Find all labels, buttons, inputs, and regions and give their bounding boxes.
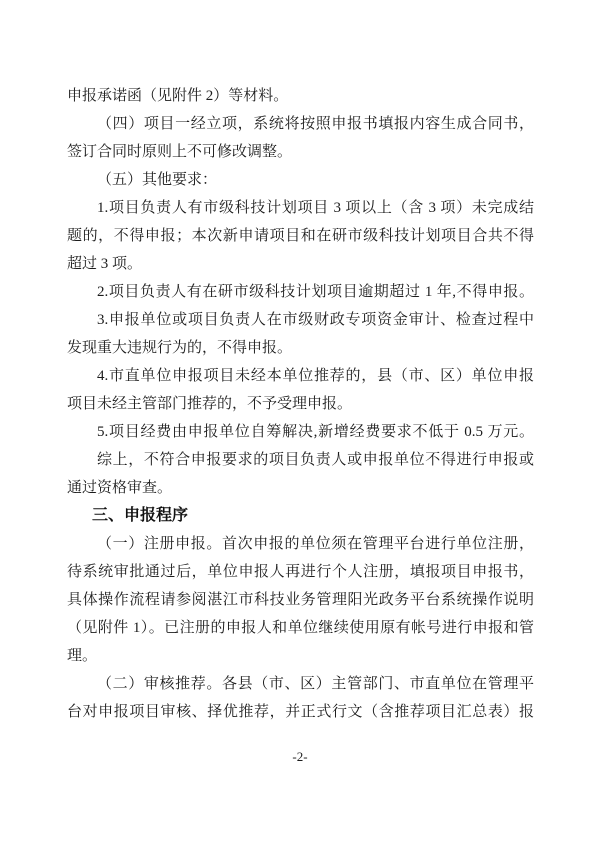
text-line: 申报承诺函（见附件 2）等材料。 xyxy=(67,88,289,104)
text-line: 1.项目负责人有市级科技计划项目 3 项以上（含 3 项）未完成结 xyxy=(97,200,534,216)
text-line: 4.市直单位申报项目未经本单位推荐的，县（市、区）单位申报 xyxy=(97,368,534,384)
text-line: 题的，不得申报；本次新申请项目和在研市级科技计划项目合共不得 xyxy=(67,228,534,244)
text-line: 2.项目负责人有在研市级科技计划项目逾期超过 1 年,不得申报。 xyxy=(97,284,534,300)
text-line: （一）注册申报。首次申报的单位须在管理平台进行单位注册， xyxy=(97,536,534,552)
text-line: 签订合同时原则上不可修改调整。 xyxy=(67,144,293,160)
text-line: 具体操作流程请参阅湛江市科技业务管理阳光政务平台系统操作说明 xyxy=(67,592,534,608)
text-line: 超过 3 项。 xyxy=(67,256,143,272)
text-line: 通过资格审查。 xyxy=(67,480,173,496)
text-line: 项目未经主管部门推荐的，不予受理申报。 xyxy=(67,396,353,412)
section-heading: 三、申报程序 xyxy=(92,507,189,524)
text-line: 5.项目经费由申报单位自筹解决,新增经费要求不低于 0.5 万元。 xyxy=(97,424,534,440)
text-line: 发现重大违规行为的，不得申报。 xyxy=(67,340,293,356)
text-line: 待系统审批通过后，单位申报人再进行个人注册，填报项目申报书， xyxy=(67,564,534,580)
text-line: 3.申报单位或项目负责人在市级财政专项资金审计、检查过程中 xyxy=(97,312,534,328)
page-number: -2- xyxy=(292,749,308,764)
text-line: （四）项目一经立项，系统将按照申报书填报内容生成合同书， xyxy=(97,116,534,132)
text-line: （见附件 1）。已注册的申报人和单位继续使用原有帐号进行申报和管 xyxy=(67,620,534,636)
text-line: 台对申报项目审核、择优推荐，并正式行文（含推荐项目汇总表）报 xyxy=(67,704,534,720)
text-line: （五）其他要求： xyxy=(97,172,218,188)
text-line: （二）审核推荐。各县（市、区）主管部门、市直单位在管理平 xyxy=(97,676,534,692)
text-line: 理。 xyxy=(67,648,98,664)
document-body xyxy=(67,82,534,726)
text-line: 综上，不符合申报要求的项目负责人或申报单位不得进行申报或 xyxy=(97,452,534,468)
